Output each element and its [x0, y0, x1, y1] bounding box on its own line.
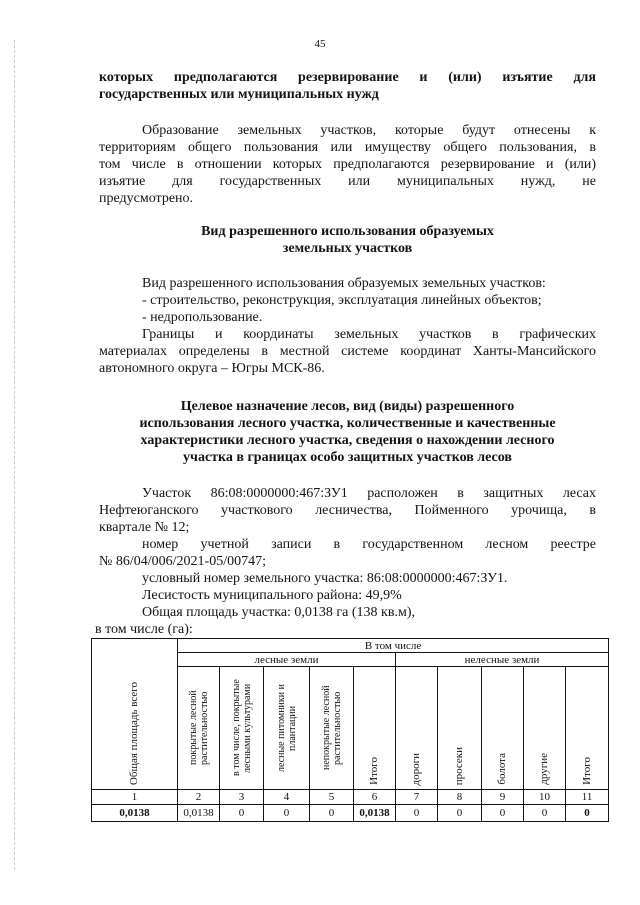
column-number: 10: [524, 790, 566, 805]
table-row: [92, 805, 609, 822]
total-area-header-cell: [92, 639, 178, 790]
section2-heading-line-4: участка в границах особо защитных участков лесов: [183, 450, 512, 465]
section2-body-line-2: Нефтеюганского участкового лесничества, Пойменного урочища, в: [99, 503, 596, 518]
column-header-cell: [264, 667, 310, 790]
column-header-cell: [566, 667, 609, 790]
section1-body-line-5: материалах определены в местной системе координат Ханты-Мансийского: [99, 344, 596, 359]
column-number: 1: [92, 790, 178, 805]
paragraph1-line-1: Образование земельных участков, которые будут отнесены к: [142, 123, 596, 138]
including-header: В том числе: [178, 639, 609, 653]
section2-heading-line-2: использования лесного участка, количественные и качественные: [139, 416, 556, 431]
value-cell: 0: [438, 805, 482, 822]
column-number: 11: [566, 790, 609, 805]
value-cell: 0: [396, 805, 438, 822]
section2-body-line-7: Лесистость муниципального района: 49,9%: [142, 588, 402, 603]
intro-heading-line-1: которых предполагаются резервирование и (или) изъятие для: [99, 70, 596, 85]
column-header-clearings: просеки: [453, 746, 465, 785]
column-number: 8: [438, 790, 482, 805]
column-header-swamps: болота: [496, 753, 508, 785]
paragraph1-line-5: предусмотрено.: [99, 191, 194, 206]
nonforest-lands-header: нелесные земли: [396, 653, 609, 667]
section1-body-line-3: - недропользование.: [142, 310, 263, 325]
section1-body-line-6: автономного округа – Югры МСК-86.: [99, 361, 325, 376]
value-nonforest-total: 0: [566, 805, 609, 822]
value-cell: 0,0138: [178, 805, 220, 822]
section2-heading-line-3: характеристики лесного участка, сведения о нахождении лесного: [140, 433, 555, 448]
section2-body-line-8: Общая площадь участка: 0,0138 га (138 кв.м),: [142, 605, 415, 620]
column-header-cell: [220, 667, 264, 790]
intro-heading-line-2: государственных или муниципальных нужд: [99, 87, 379, 102]
total-area-header: Общая площадь всего: [128, 681, 140, 785]
column-header-other: другие: [538, 753, 550, 785]
column-number: 3: [220, 790, 264, 805]
value-cell: 0: [524, 805, 566, 822]
section1-body-line-4: Границы и координаты земельных участков в графических: [142, 327, 596, 342]
column-header-cell: [396, 667, 438, 790]
binding-margin-line: [14, 40, 16, 870]
column-header-cell: [178, 667, 220, 790]
column-header-forest-total: Итого: [368, 757, 380, 785]
paragraph1-line-3: том числе в отношении которых предполагаются резервирование и (или): [99, 157, 596, 172]
column-header-cell: [310, 667, 354, 790]
section1-body-line-1: Вид разрешенного использования образуемых земельных участков:: [142, 276, 546, 291]
value-cell: 0: [482, 805, 524, 822]
column-header-cell: [482, 667, 524, 790]
section1-body-line-2: - строительство, реконструкция, эксплуатация линейных объектов;: [142, 293, 542, 308]
value-total-area: 0,0138: [92, 805, 178, 822]
column-number: 5: [310, 790, 354, 805]
column-header-nurseries: лесные питомники и плантации: [275, 684, 298, 772]
column-header-cell: [438, 667, 482, 790]
column-number-row: [92, 790, 609, 805]
column-header-forested: покрытые лесной растительностью: [187, 690, 210, 766]
column-header-cell: [354, 667, 396, 790]
section2-heading-line-1: Целевое назначение лесов, вид (виды) разрешенного: [180, 399, 515, 414]
forest-lands-header: лесные земли: [178, 653, 396, 667]
column-number: 4: [264, 790, 310, 805]
value-cell: 0: [220, 805, 264, 822]
page-number: 45: [314, 38, 326, 50]
paragraph1-line-4: изъятие для государственных или муниципальных нужд, не: [99, 174, 596, 189]
value-forest-total: 0,0138: [354, 805, 396, 822]
column-number: 9: [482, 790, 524, 805]
column-header-roads: дороги: [410, 752, 422, 785]
section2-body-line-9: в том числе (га):: [95, 622, 193, 637]
column-header-cell: [524, 667, 566, 790]
section2-body-line-1: Участок 86:08:0000000:467:ЗУ1 расположен в защитных лесах: [142, 486, 596, 501]
section2-body-line-6: условный номер земельного участка: 86:08:0000000:467:ЗУ1.: [142, 571, 508, 586]
section2-body-line-4: номер учетной записи в государственном лесном реестре: [142, 537, 596, 552]
section2-body-line-3: квартале № 12;: [99, 520, 190, 535]
paragraph1-line-2: территориям общего пользования или имуществу общего пользования, в: [99, 140, 596, 155]
section2-body-line-5: № 86/04/006/2021-05/00747;: [99, 554, 266, 569]
column-header-forest-cultures: в том числе, покрытые лесными культурами: [230, 679, 253, 777]
value-cell: 0: [264, 805, 310, 822]
column-header-nonforest-total: Итого: [580, 757, 593, 785]
column-number: 6: [354, 790, 396, 805]
column-header-unforested: непокрытые лесной растительностью: [320, 685, 343, 771]
forest-area-table: [91, 638, 609, 822]
value-cell: 0: [310, 805, 354, 822]
column-number: 2: [178, 790, 220, 805]
section1-heading-line-2: земельных участков: [282, 241, 413, 256]
section1-heading-line-1: Вид разрешенного использования образуемых: [201, 224, 494, 239]
column-number: 7: [396, 790, 438, 805]
